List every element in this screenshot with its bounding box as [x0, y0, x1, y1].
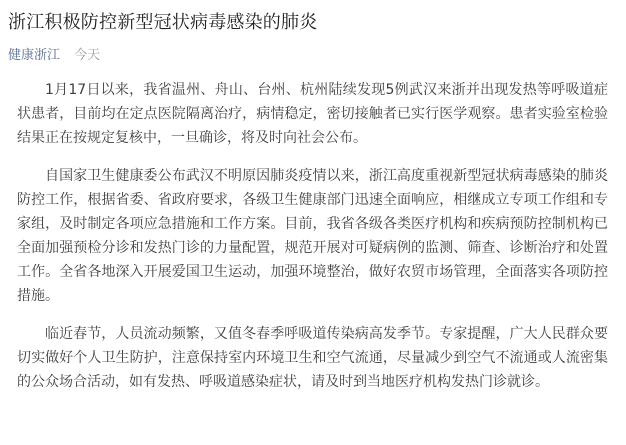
paragraph: 自国家卫生健康委公布武汉不明原因肺炎疫情以来，浙江高度重视新型冠状病毒感染的肺炎防控工作，根据省委、省政府要求，各级卫生健康部门迅速全面响应，相继成立专项工作组和专家组，及时制定各项应急措施和工作方案。目前，我省各级各类医疗机构和疾病预防控制机构已全面加强预检分诊和发热门诊的力量配置，规范开展对可疑病例的监测、筛查、诊断治疗和处置工作。全省各地深入开展爱国卫生运动，加强环境整治，做好农贸市场管理，全面落实各项防控措施。 — [17, 168, 608, 304]
author-link[interactable]: 健康浙江 — [8, 48, 61, 63]
article-body — [17, 78, 608, 445]
paragraph: 1月17日以来，我省温州、舟山、台州、杭州陆续发现5例武汉来浙并出现发热等呼吸道症状患者，目前均在定点医院隔离治疗，病情稳定，密切接触者已实行医学观察。患者实验室检验结果正在按规定复核中，一旦确诊，将及时向社会公布。 — [17, 82, 608, 146]
article-title: 浙江积极防控新型冠状病毒感染的肺炎 — [8, 12, 318, 33]
paragraph: 临近春节，人员流动频繁，又值冬春季呼吸道传染病高发季节。专家提醒，广大人民群众要切实做好个人卫生防护，注意保持室内环境卫生和空气流通，尽量减少到空气不流通或人流密集的公众场合活动，如有发热、呼吸道感染症状，请及时到当地医疗机构发热门诊就诊。 — [17, 326, 608, 390]
publish-date: 今天 — [74, 48, 101, 63]
article-meta — [8, 44, 100, 63]
